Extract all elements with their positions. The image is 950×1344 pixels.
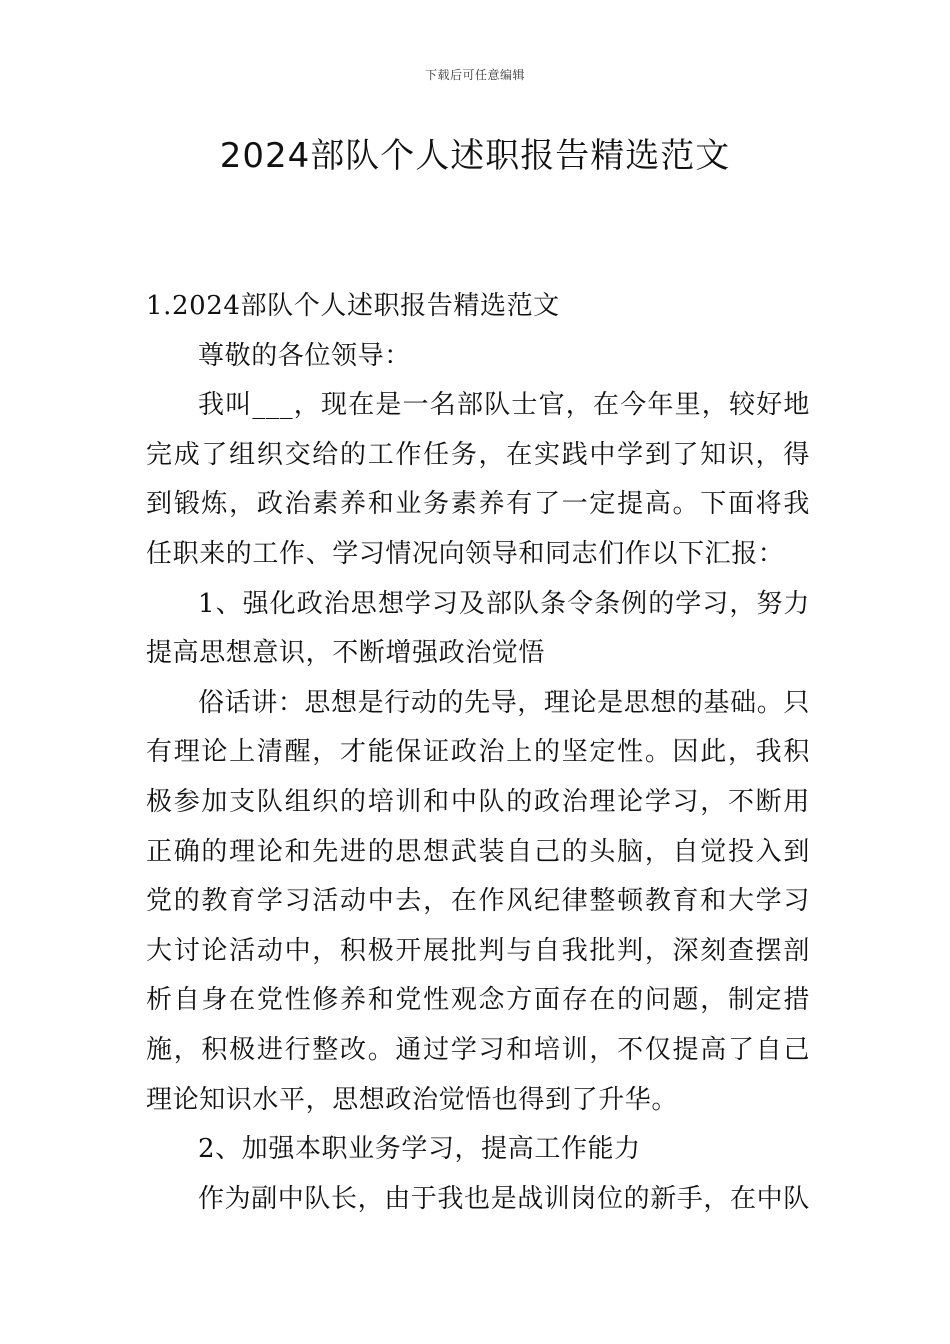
body-paragraph: 俗话讲：思想是行动的先导，理论是思想的基础。只有理论上清醒，才能保证政治上的坚定性。因此，我积极参加支队组织的培训和中队的政治理论学习，不断用正确的理论和先进的思想武装自己的头脑，自觉投入到党的教育学习活动中去，在作风纪律整顿教育和大学习大讨论活动中，积极开展批判与自我批判，深刻查摆剖析自身在党性修养和党性观念方面存在的问题，制定措施，积极进行整改。通过学习和培训，不仅提高了自己理论知识水平，思想政治觉悟也得到了升华。 [146,687,810,1115]
subheading: 1、强化政治思想学习及部队条令条例的学习，努力提高思想意识，不断增强政治觉悟 [146,588,810,669]
document-title: 2024部队个人述职报告精选范文 [219,136,731,176]
section-heading: 1.2024部队个人述职报告精选范文 [146,291,560,321]
body-paragraph: 作为副中队长，由于我也是战训岗位的新手，在中队 [198,1183,810,1214]
subheading: 2、加强本职业务学习，提高工作能力 [198,1134,641,1165]
header-note: 下载后可任意编辑 [424,68,525,82]
salutation: 尊敬的各位领导： [198,340,411,371]
body-paragraph: 我叫___，现在是一名部队士官，在今年里，较好地完成了组织交给的工作任务，在实践中学到了知识，得到锻炼，政治素养和业务素养有了一定提高。下面将我任职来的工作、学习情况向领导和同志们作以下汇报： [146,390,810,569]
document-body [146,282,810,1224]
